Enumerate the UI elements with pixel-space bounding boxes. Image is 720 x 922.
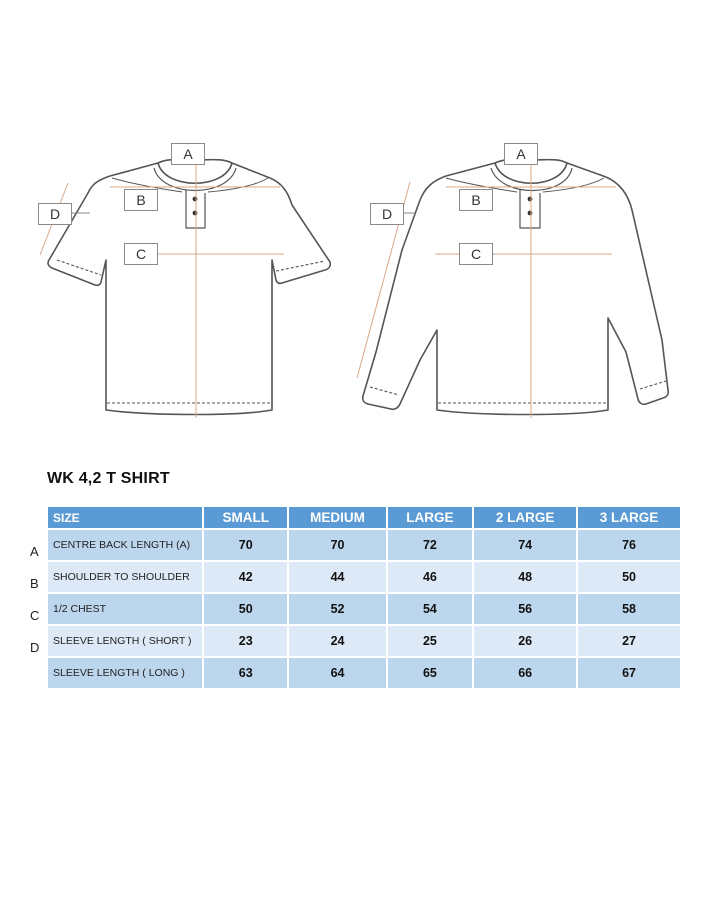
size-chart-title: WK 4,2 T SHIRT (47, 470, 170, 487)
table-cell: 70 (289, 530, 385, 560)
column-header: 2 LARGE (474, 507, 576, 528)
row-label: SHOULDER TO SHOULDER (48, 562, 202, 592)
row-letter-b: B (30, 576, 39, 591)
table-cell: 56 (474, 594, 576, 624)
table-cell: 76 (578, 530, 680, 560)
measurement-lines-short (40, 163, 284, 418)
table-header-row (48, 507, 680, 528)
table-cell: 74 (474, 530, 576, 560)
column-header: SIZE (48, 507, 202, 528)
table-cell: 46 (388, 562, 473, 592)
shirt-sketches (0, 0, 720, 440)
table-cell: 66 (474, 658, 576, 688)
row-letter-c: C (30, 608, 40, 623)
table-cell: 23 (204, 626, 287, 656)
row-label: CENTRE BACK LENGTH (A) (48, 530, 202, 560)
callout-b: B (124, 189, 158, 211)
column-header: LARGE (388, 507, 473, 528)
table-cell: 58 (578, 594, 680, 624)
callout-b: B (459, 189, 493, 211)
table-cell: 63 (204, 658, 287, 688)
table-row (48, 658, 680, 688)
table-cell: 44 (289, 562, 385, 592)
button-icon (193, 197, 198, 202)
column-header: 3 LARGE (578, 507, 680, 528)
table-cell: 50 (204, 594, 287, 624)
button-icon (528, 197, 533, 202)
table-cell: 72 (388, 530, 473, 560)
table-row (48, 562, 680, 592)
button-icon (193, 211, 198, 216)
row-letter-a: A (30, 544, 39, 559)
table-cell: 27 (578, 626, 680, 656)
button-icon (528, 211, 533, 216)
table-cell: 25 (388, 626, 473, 656)
column-header: MEDIUM (289, 507, 385, 528)
callout-d: D (370, 203, 404, 225)
table-row (48, 530, 680, 560)
table-row (48, 626, 680, 656)
row-label: SLEEVE LENGTH ( LONG ) (48, 658, 202, 688)
callout-d: D (38, 203, 72, 225)
callout-c: C (124, 243, 158, 265)
table-cell: 52 (289, 594, 385, 624)
size-table (46, 505, 682, 690)
long-sleeve-shirt (363, 160, 669, 415)
table-cell: 65 (388, 658, 473, 688)
table-cell: 54 (388, 594, 473, 624)
table-cell: 24 (289, 626, 385, 656)
column-header: SMALL (204, 507, 287, 528)
row-label: 1/2 CHEST (48, 594, 202, 624)
table-cell: 67 (578, 658, 680, 688)
garment-diagram (0, 0, 720, 440)
short-sleeve-shirt (48, 160, 330, 415)
table-cell: 70 (204, 530, 287, 560)
callout-a: A (504, 143, 538, 165)
table-cell: 48 (474, 562, 576, 592)
table-cell: 42 (204, 562, 287, 592)
table-cell: 64 (289, 658, 385, 688)
table-row (48, 594, 680, 624)
table-cell: 50 (578, 562, 680, 592)
callout-a: A (171, 143, 205, 165)
callout-c: C (459, 243, 493, 265)
table-cell: 26 (474, 626, 576, 656)
row-letter-d: D (30, 640, 40, 655)
row-label: SLEEVE LENGTH ( SHORT ) (48, 626, 202, 656)
